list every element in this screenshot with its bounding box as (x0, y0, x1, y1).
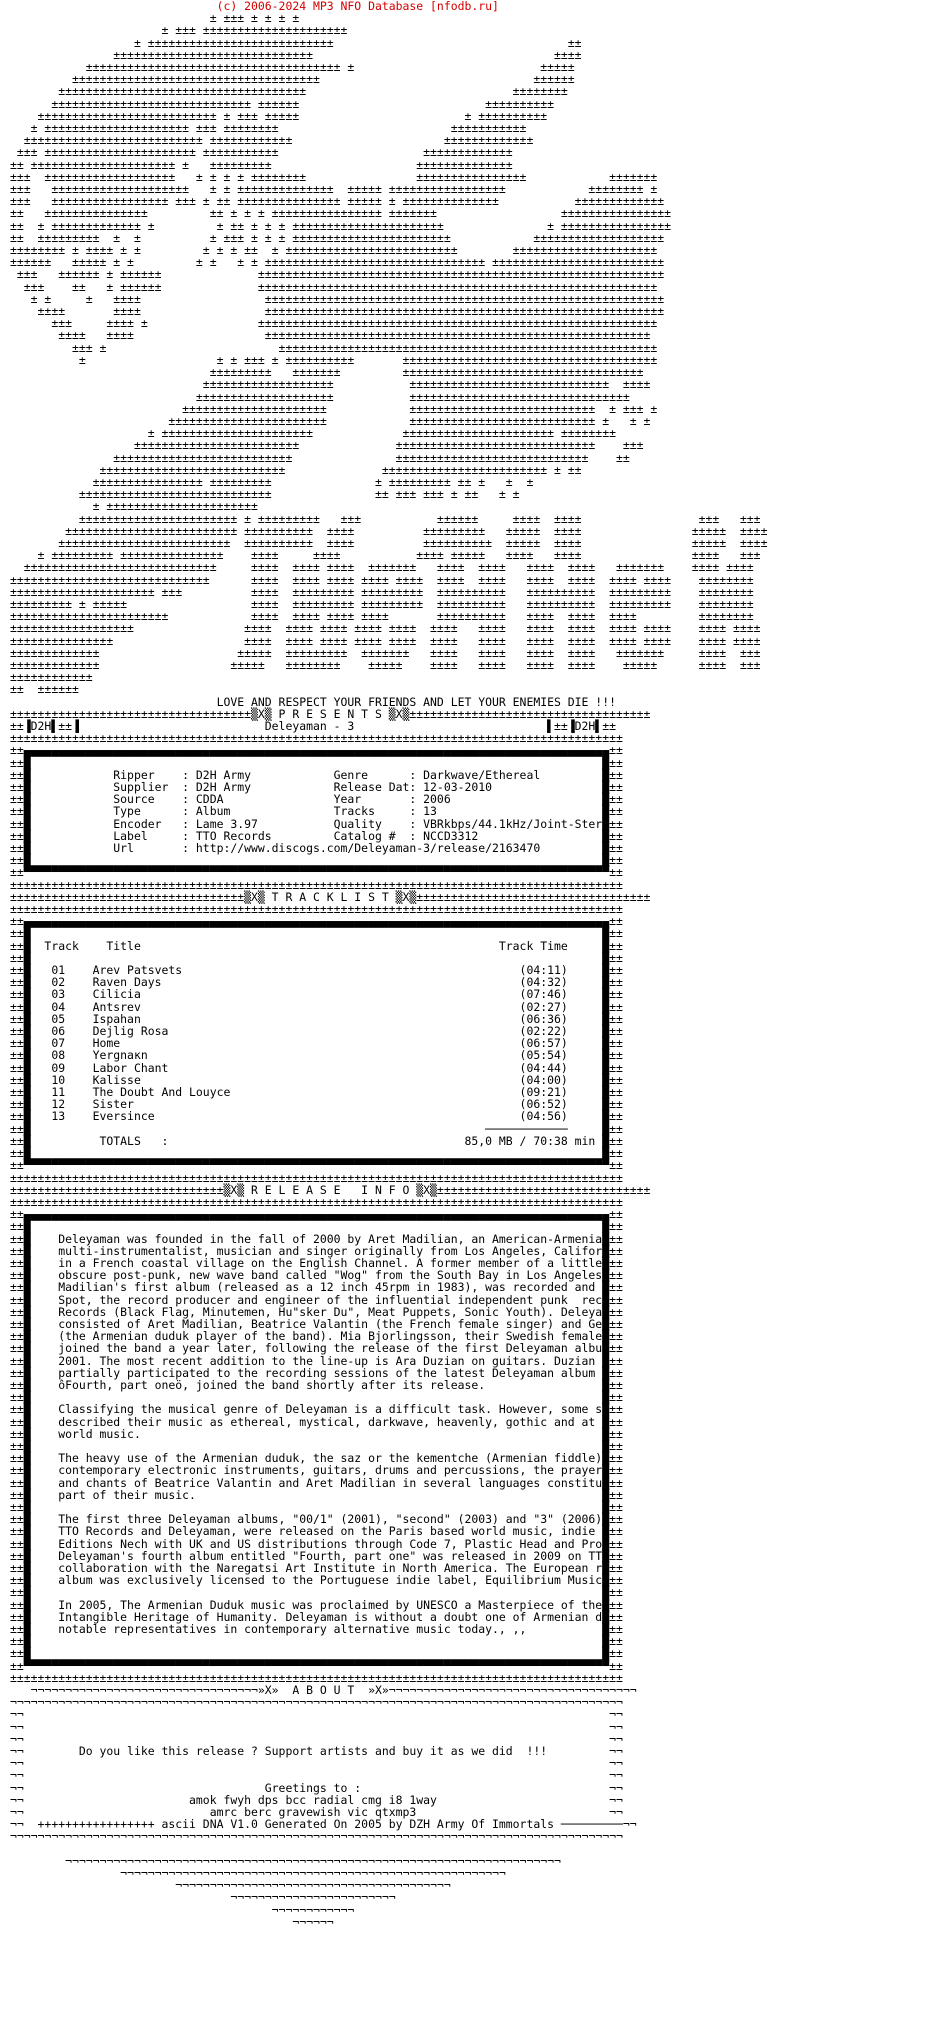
track-row: ±±█ 10 Kalisse (04:00) █±± (10, 1072, 623, 1087)
ascii-logo-line: ±±±±±±±±± ± ±±±±± ±±±± ±±±±±±±±± ±±±±±±±±± ±±±±±±±±±± ±±±±±±±±±± ±±±±±±±±± ±±±±±±±± (10, 596, 754, 611)
release-info-text: ±±█ partially participated to the recording sessions of the latest Deleyaman album █±± (10, 1365, 623, 1380)
release-title-line: ±±▐D2H▌±±▐ Deleyaman - 3 ▌±±▐D2H▌±± (10, 718, 616, 733)
about-divider: ¬¬¬¬¬¬¬¬¬¬¬¬¬¬¬¬¬¬¬¬¬¬¬¬¬¬¬¬¬¬¬¬¬¬¬¬¬¬¬¬¬¬¬¬¬¬¬¬¬¬¬¬¬¬¬¬¬¬¬¬¬¬¬¬¬¬¬¬¬¬¬¬¬¬¬¬¬¬¬¬¬¬¬¬¬¬¬¬¬ (10, 1695, 623, 1710)
greetings-line-1: ¬¬ amok fwyh dps bcc radial cmg i8 1way ¬¬ (10, 1792, 623, 1807)
release-info-text: ±±█ in a French coastal village on the English Channel. A former member of a little█±± (10, 1255, 623, 1270)
release-info-box-line: ±±█ █±± (10, 1634, 623, 1649)
footer-taper-5: ¬¬¬¬¬¬¬¬¬¬¬¬ (10, 1902, 623, 1917)
release-info-text: ±±█ described their music as ethereal, mystical, darkwave, heavenly, gothic and at █±± (10, 1414, 623, 1429)
release-info-text: ±±█ The heavy use of the Armenian duduk, the saz or the kementche (Armenian fiddle)█±± (10, 1451, 623, 1466)
ascii-logo-line: ±±±±±±±±±±±±± ±±±±± ±±±±±±±±± ±±±±±±± ±±±± ±±±± ±±±± ±±±± ±±±±±±± ±±±± ±±± (10, 645, 761, 660)
release-info-text: ±±█ █±± (10, 1585, 623, 1600)
release-info-box-bottom: ±±▀▀▀▀▀▀▀▀▀▀▀▀▀▀▀▀▀▀▀▀▀▀▀▀▀▀▀▀▀▀▀▀▀▀▀▀▀▀▀▀▀▀▀▀▀▀▀▀▀▀▀▀▀▀▀▀▀▀▀▀▀▀▀▀▀▀▀▀▀▀▀▀▀▀▀▀▀▀▀▀▀▀▀▀▀±± (10, 1658, 623, 1673)
info-source-year: ±±█ Source : CDDA Year : 2006 █±± (10, 792, 623, 807)
ascii-logo-line: ±±±±±±±±±±±±±±±±±±±±±±±±±±±± ±± ±±± ±±± ± ±± ± ± (10, 487, 520, 502)
release-info-text: ±±█ █±± (10, 1390, 623, 1405)
about-box-line: ¬¬ ¬¬ (10, 1768, 623, 1783)
track-row: ±±█ 03 Cilicia (07:46) █±± (10, 987, 623, 1002)
tracklist-header-row: ±±█ Track Title Track Time █±± (10, 938, 623, 953)
ascii-logo-line: ±±±±±±±±±±±±±±±±±±±±±±±± ±±±±±±±±±±±±±±±±±±±±±±±±±±±±± ±±± (10, 438, 644, 453)
release-info-text: ±±█ and chants of Beatrice Valantin and Aret Madilian in several languages constitu█±± (10, 1475, 623, 1490)
ascii-logo-line: ±±±±±±±±±±±±±±±±±±±±± ±±±±±±±±±±±±±±±±±±±±±±±±±±± ± ±±± ± (10, 401, 658, 416)
ascii-logo-line: ±± ±±±±±±±±± ± ± ± ±±± ± ± ± ±±±±±±±±±±±±±±±±±±±±±±± ±±±±±±±±±±±±±±±±±±± (10, 230, 665, 245)
footer-taper-3: ¬¬¬¬¬¬¬¬¬¬¬¬¬¬¬¬¬¬¬¬¬¬¬¬¬¬¬¬¬¬¬¬¬¬¬¬¬¬¬¬ (10, 1878, 623, 1893)
ascii-logo-line: ± ±±± ± ± ± ± (10, 11, 300, 26)
ascii-logo-line: ±±±±±±±±±±±±±±±±±±±±±±±±±±±±±±±±±±±±± ± ±±±±± (10, 60, 575, 75)
release-info-box-top: ±±▄▄▄▄▄▄▄▄▄▄▄▄▄▄▄▄▄▄▄▄▄▄▄▄▄▄▄▄▄▄▄▄▄▄▄▄▄▄▄▄▄▄▄▄▄▄▄▄▄▄▄▄▄▄▄▄▄▄▄▄▄▄▄▄▄▄▄▄▄▄▄▄▄▄▄▄▄▄▄▄▄▄▄▄▄±± (10, 1207, 623, 1222)
release-info-text: ±±█ Classifying the musical genre of Deleyaman is a difficult task. However, some s█±± (10, 1402, 623, 1417)
ascii-logo-line: ±±±±±±±±±±±±±±±±±±±±±±±±±±±±± ±±±± ±±±± ±±±± ±±±± ±±±± ±±±± ±±±± ±±±± ±±±± ±±±± ±±±± ±±±±±±±± (10, 572, 754, 587)
release-info-text: ±±█ █±± (10, 1438, 623, 1453)
ascii-logo-line: ±±±±±±±± ± ±±±± ± ± ± ± ± ±± ± ±±±±±±±±±±±±±±±±±±±±±±±±± ±±±±±±±±±±±±±±±±±±±±± (10, 243, 658, 258)
release-info-text: ±±█ Spot, the record producer and engineer of the influential independent punk rec█±± (10, 1292, 623, 1307)
ascii-logo-line: ±±±±±±±±±±±±±±±±±±±±±±±±±±± ±±±±±±±±±±±±±±±±±±±±±±±± ± ±± (10, 462, 582, 477)
ascii-logo-line: ±±± ±± ± ±±±±±± ±±±±±±±±±±±±±±±±±±±±±±±±±±±±±±±±±±±±±±±±±±±±±±±±±±±±±±±±±± (10, 279, 658, 294)
track-row: ±±█ 07 Home (06:57) █±± (10, 1036, 623, 1051)
divider: ±±±±±±±±±±±±±±±±±±±±±±±±±±±±±±±±±±±±±±±±±±±±±±±±±±±±±±±±±±±±±±±±±±±±±±±±±±±±±±±±±±±±±±±±± (10, 902, 623, 917)
presents-heading: ±±±±±±±±±±±±±±±±±±±±±±±±±±±±±±±±±±±▒X▒ P R E S E N T S ▒X▒±±±±±±±±±±±±±±±±±±±±±±±±±±±±±±±±±±± (10, 706, 651, 721)
release-info-text: ±±█ █±± (10, 1499, 623, 1514)
track-row: ±±█ 02 Raven Days (04:32) █±± (10, 975, 623, 990)
release-info-text: ±±█ Records (Black Flag, Minutemen, Hu"sker Du", Meat Puppets, Sonic Youth). Deleya█±± (10, 1304, 623, 1319)
footer-taper-1: ¬¬¬¬¬¬¬¬¬¬¬¬¬¬¬¬¬¬¬¬¬¬¬¬¬¬¬¬¬¬¬¬¬¬¬¬¬¬¬¬¬¬¬¬¬¬¬¬¬¬¬¬¬¬¬¬¬¬¬¬¬¬¬¬¬¬¬¬¬¬¬¬ (10, 1853, 623, 1868)
tracklist-box-line: ±±█ █±± (10, 1146, 623, 1161)
ascii-logo-line: ± ± ± ±±±± ±±±±±±±±±±±±±±±±±±±±±±±±±±±±±±±±±±±±±±±±±±±±±±±±±±±±±±±±±± (10, 291, 665, 306)
greetings-line-2: ¬¬ amrc berc gravewish vic qtxmp3 ¬¬ (10, 1805, 623, 1820)
ascii-logo-line: ±±± ±±±± ± ±±±±±±±±±±±±±±±±±±±±±±±±±±±±±±±±±±±±±±±±±±±±±±±±±±±±±±±±±± (10, 316, 658, 331)
info-label-catalog: ±±█ Label : TTO Records Catalog # : NCCD3312 █±± (10, 828, 623, 843)
ascii-logo-line: ±± ± ±±±±±±±±±±±±± ± ± ±± ± ± ± ±±±±±±±±±±±±±±±±±±±±±± ± ±±±±±±±±±±±±±±±± (10, 218, 672, 233)
info-url: ±±█ Url : http://www.discogs.com/Deleyaman-3/release/2163470 █±± (10, 841, 623, 856)
track-row: ±±█ 05 Ispahan (06:36) █±± (10, 1011, 623, 1026)
divider: ±±±±±±±±±±±±±±±±±±±±±±±±±±±±±±±±±±±±±±±±±±±±±±±±±±±±±±±±±±±±±±±±±±±±±±±±±±±±±±±±±±±±±±±±± (10, 731, 623, 746)
track-row: ±±█ 12 Sister (06:52) █±± (10, 1097, 623, 1112)
info-box-bottom: ±±▀▀▀▀▀▀▀▀▀▀▀▀▀▀▀▀▀▀▀▀▀▀▀▀▀▀▀▀▀▀▀▀▀▀▀▀▀▀▀▀▀▀▀▀▀▀▀▀▀▀▀▀▀▀▀▀▀▀▀▀▀▀▀▀▀▀▀▀▀▀▀▀▀▀▀▀▀▀▀▀▀▀▀▀▀±± (10, 865, 623, 880)
totals-row: ±±█ TOTALS : 85,0 MB / 70:38 min █±± (10, 1133, 623, 1148)
info-box-line: ±±█ █±± (10, 755, 623, 770)
track-row: ±±█ 13 Eversince (04:56) █±± (10, 1109, 623, 1124)
ascii-logo-line: ±±± ±±±±±±±±±±±±±±±±± ±±± ± ±± ±±±±±±±±±±±±±±± ±±±±± ± ±±±±±±±±±±±±±± ±±±±±±±±±±±±± (10, 194, 665, 209)
track-row: ±±█ 01 Arev Patsvets (04:11) █±± (10, 963, 623, 978)
ascii-logo-line: ±±±±±±±±±±±±±±±±±±±±±±±±±± ±±±±±±±±±±±±±±±±±±±±±±±±±±±± ±± (10, 450, 630, 465)
info-box-line: ±±█ █±± (10, 853, 623, 868)
ascii-logo-line: ±±±±±±±±±±±±±±±±±±±±±±±±± ±±±±±±±±±± ±±±± ±±±±±±±±± ±±±±± ±±±± ±±±±± ±±±± (10, 523, 768, 538)
ascii-logo-line: ±±±±±±±±±±±±±±±±±±±±±±± ± ±±±±±±±±± ±±± ±±±±±± ±±±± ±±±± ±±± ±±± (10, 511, 761, 526)
nfo-header: (c) 2006-2024 MP3 NFO Database [nfodb.ru] (10, 0, 499, 13)
info-box-top: ±±▄▄▄▄▄▄▄▄▄▄▄▄▄▄▄▄▄▄▄▄▄▄▄▄▄▄▄▄▄▄▄▄▄▄▄▄▄▄▄▄▄▄▄▄▄▄▄▄▄▄▄▄▄▄▄▄▄▄▄▄▄▄▄▄▄▄▄▄▄▄▄▄▄▄▄▄▄▄▄▄▄▄▄▄▄±± (10, 743, 623, 758)
ascii-logo-line: ±±±±±±±±±±±±±±±±±±±±±±±±±±±±±±±±±±±± ±±±±±± (10, 72, 575, 87)
about-box-line: ¬¬ ¬¬ (10, 1707, 623, 1722)
tracklist-box-line: ±±█ █±± (10, 950, 623, 965)
ascii-logo-line: ± ±±±±±±±±±±±±±±±±±±±±± ±±± ±±±±±±±± ±±±±±±±±±±± (10, 121, 527, 136)
ascii-logo-line: ± ±±±±±±±±±±±±±±±±±±±±±± (10, 499, 258, 514)
release-info-text: ±±█ obscure post-punk, new wave band called "Wog" from the South Bay in Los Angeles█±± (10, 1268, 623, 1283)
ascii-logo-line: ±±±±±±±±±±±±±±± ±±±± ±±±± ±±±± ±±±± ±±±± ±±±± ±±±± ±±±± ±±±± ±±±± ±±±± ±±±± ±±±± (10, 633, 761, 648)
tracklist-box-top: ±±▄▄▄▄▄▄▄▄▄▄▄▄▄▄▄▄▄▄▄▄▄▄▄▄▄▄▄▄▄▄▄▄▄▄▄▄▄▄▄▄▄▄▄▄▄▄▄▄▄▄▄▄▄▄▄▄▄▄▄▄▄▄▄▄▄▄▄▄▄▄▄▄▄▄▄▄▄▄▄▄▄▄▄▄▄±± (10, 914, 623, 929)
release-info-text: ±±█ ôFourth, part oneö, joined the band shortly after its release. █±± (10, 1377, 623, 1392)
ascii-logo-line: ±±±±±±±±±±±± (10, 670, 93, 685)
release-info-text: ±±█ world music. █±± (10, 1426, 623, 1441)
track-row: ±±█ 06 Dejlig Rosa (02:22) █±± (10, 1024, 623, 1039)
release-info-text: ±±█ Deleyaman's fourth album entitled "Fourth, part one" was released in 2009 on TT█±± (10, 1548, 623, 1563)
ascii-logo-line: ±±±±±±±±± ±±±±±±± ±±±±±±±±±±±±±±±±±±±±±±±±±±±±±±±±±±± (10, 365, 644, 380)
footer-credit: ¬¬ +++++++++++++++++ ascii DNA V1.0 Generated On 2005 by DZH Army Of Immortals ─────────¬¬ (10, 1817, 637, 1832)
ascii-logo-line: ±±±±±±±±±±±±±±±±±±±±±±±±±± ± ±±± ±±±±± ± ±±±±±±±±±± (10, 108, 548, 123)
release-info-text: ±±█ TTO Records and Deleyaman, were released on the Paris based world music, indie █±± (10, 1524, 623, 1539)
ascii-logo-line: ±± ±±±±±±±±±±±±±±± ±± ± ± ± ±±±±±±±±±±±±±±±± ±±±±±±± ±±±±±±±±±±±±±±±± (10, 206, 672, 221)
release-info-box-line: ±±█ █±± (10, 1219, 623, 1234)
about-box-line: ¬¬ ¬¬ (10, 1756, 623, 1771)
divider: ±±±±±±±±±±±±±±±±±±±±±±±±±±±±±±±±±±±±±±±±±±±±±±±±±±±±±±±±±±±±±±±±±±±±±±±±±±±±±±±±±±±±±±±±± (10, 1670, 623, 1685)
release-info-text: ±±█ (the Armenian duduk player of the band). Mia Bjorlingsson, their Swedish female█±± (10, 1329, 623, 1344)
ascii-logo-line: ±±±±±±±±±±±±±±±±±±±±±±±±±±±±± ±±±± (10, 47, 582, 62)
release-info-text: ±±█ part of their music. █±± (10, 1487, 623, 1502)
ascii-logo-line: ±±± ± ±±±±±±±±±±±±±±±±±±±±±±±±±±±±±±±±±±±±±±±±±±±±±±±±±±±±±±± (10, 340, 658, 355)
release-info-text: ±±█ In 2005, The Armenian Duduk music was proclaimed by UNESCO a Masterpiece of the█±± (10, 1597, 623, 1612)
track-row: ±±█ 09 Labor Chant (04:44) █±± (10, 1060, 623, 1075)
ascii-logo-line: ±±±±±±±±±±±±±±±±±± ±±±± ±±±± ±±±± ±±±± ±±±± ±±±± ±±±± ±±±± ±±±± ±±±± ±±±± ±±±± ±±±± (10, 621, 761, 636)
about-box-line: ¬¬ ¬¬ (10, 1731, 623, 1746)
ascii-logo-line: ±±±±±±±±±±±±±±±±±±±±± ±±± ±±±± ±±±±±±±±± ±±±±±±±±± ±±±±±±±±±± ±±±±±±±±±± ±±±±±±±±± ±±±±±±±± (10, 584, 754, 599)
ascii-logo-line: ±±±±±±±±±±±±±±±±±±±±±±±±±±±±± ±±±±±± ±±±±±±±±±± (10, 96, 554, 111)
support-text: ¬¬ Do you like this release ? Support artists and buy it as we did !!! ¬¬ (10, 1744, 623, 1759)
divider: ±±±±±±±±±±±±±±±±±±±±±±±±±±±±±±±±±±±±±±±±±±±±±±±±±±±±±±±±±±±±±±±±±±±±±±±±±±±±±±±±±±±±±±±±± (10, 1194, 623, 1209)
ascii-logo-line: ±±±± ±±±± ±±±±±±±±±±±±±±±±±±±±±±±±±±±±±±±±±±±±±±±±±±±±±±±±±±±±±±±±±± (10, 304, 665, 319)
ascii-logo-line: ±±±±±±±±±±±±±±±±±±±±±±±±±±±±±±±±±±±± ±±±±±±±± (10, 84, 568, 99)
ascii-logo-line: ± ±±±±±±±±±±±±±±±±±±±±±±±±±±± ±± (10, 35, 582, 50)
release-info-text: ±±█ Intangible Heritage of Humanity. Deleyaman is without a doubt one of Armenian d█±± (10, 1609, 623, 1624)
release-info-text: ±±█ collaboration with the Naregatsi Art Institute in North America. The European r█±± (10, 1561, 623, 1575)
track-row: ±±█ 11 The Doubt And Louyce (09:21) █±± (10, 1085, 623, 1100)
info-supplier-date: ±±█ Supplier : D2H Army Release Dat: 12-03-2010 █±± (10, 780, 623, 794)
release-info-text: ±±█ album was exclusively licensed to the Portuguese indie label, Equilibrium Music█±± (10, 1573, 623, 1588)
info-encoder-quality: ±±█ Encoder : Lame 3.97 Quality : VBRkbps/44.1kHz/Joint-Ster█±± (10, 816, 623, 831)
ascii-logo-line: ±±±±±± ±±±±± ± ± ± ± ± ± ±±±±±±±±±±±±±±±±±±±±±±±±±±±±±±±± ±±±±±±±±±±±±±±±±±±±±±±±±± (10, 255, 665, 270)
about-divider: ¬¬¬¬¬¬¬¬¬¬¬¬¬¬¬¬¬¬¬¬¬¬¬¬¬¬¬¬¬¬¬¬¬¬¬¬¬¬¬¬¬¬¬¬¬¬¬¬¬¬¬¬¬¬¬¬¬¬¬¬¬¬¬¬¬¬¬¬¬¬¬¬¬¬¬¬¬¬¬¬¬¬¬¬¬¬¬¬¬ (10, 1829, 623, 1844)
ascii-logo-line: ±±± ±±±±±±±±±±±±±±±±±±±± ± ± ±±±±±±±±±±±±±± ±±±±± ±±±±±±±±±±±±±±±±± ±±±±±±±± ± (10, 182, 658, 197)
track-row: ±±█ 04 Antsrev (02:27) █±± (10, 999, 623, 1014)
release-info-box-line: ±±█ █±± (10, 1646, 623, 1661)
release-info-text: ±±█ contemporary electronic instruments, guitars, drums and percussions, the prayer█±± (10, 1463, 623, 1478)
ascii-logo-line: ±±±±±±±±±±±±±±±± ±±±±±±±±± ± ±±±±±±±±± ±± ± ± ± (10, 474, 534, 489)
ascii-logo-line: ±±± ±±±±±±±±±±±±±±±±±±±±±± ±±±±±±±±±±± ±±±±±±±±±±±±± (10, 145, 513, 160)
tracklist-box-line: ±±█ █±± (10, 926, 623, 941)
ascii-logo-line: ±±± ±±±±±± ± ±±±±±± ±±±±±±±±±±±±±±±±±±±±±±±±±±±±±±±±±±±±±±±±±±±±±±±±±±±±±±±±±±± (10, 267, 665, 282)
ascii-logo-line: ±±±±±±±±±±±±±±±±±±±±±±± ±±±±±±±±±±±±±±±±±±±±±±±±±±± ± ± ± (10, 413, 651, 428)
release-info-heading: ±±±±±±±±±±±±±±±±±±±±±±±±±±±±±±±▒X▒ R E L E A S E I N F O ▒X▒±±±±±±±±±±±±±±±±±±±±±±±±±±±±±±± (10, 1182, 651, 1197)
motto-line: LOVE AND RESPECT YOUR FRIENDS AND LET YOUR ENEMIES DIE !!! (10, 694, 623, 709)
about-box-line: ¬¬ ¬¬ (10, 1719, 623, 1734)
ascii-logo-line: ±± ±±±±±±±±±±±±±±±±±±±±± ± ±±±±±±±±± ±±±±±±±±±±±±±± (10, 157, 513, 172)
divider: ±±±±±±±±±±±±±±±±±±±±±±±±±±±±±±±±±±±±±±±±±±±±±±±±±±±±±±±±±±±±±±±±±±±±±±±±±±±±±±±±±±±±±±±±± (10, 877, 623, 892)
ascii-logo-line: ± ±±±±±±±±±±±±±±±±±±±±±± ±±±±±±±±±±±±±±±±±±±±±± ±±±±±±±± (10, 426, 616, 441)
release-info-text: ±±█ Deleyaman was founded in the fall of 2000 by Aret Madilian, an American-Armenia█±± (10, 1231, 623, 1246)
ascii-logo-line: ±±±±±±±±±±±±±±±±±±± ±±±±±±±±±±±±±±±±±±±±±±±±±±±±± ±±±± (10, 377, 651, 392)
ascii-logo-line: ±±±±±±±±±±±±±±±±±±±± ±±±±±±±±±±±±±±±±±±±±±±±±±±±±±±±± (10, 389, 630, 404)
footer-taper-4: ¬¬¬¬¬¬¬¬¬¬¬¬¬¬¬¬¬¬¬¬¬¬¬¬ (10, 1890, 623, 1905)
divider: ±±±±±±±±±±±±±±±±±±±±±±±±±±±±±±±±±±±±±±±±±±±±±±±±±±±±±±±±±±±±±±±±±±±±±±±±±±±±±±±±±±±±±±±±± (10, 1170, 623, 1185)
track-row: ±±█ 08 Yergnaкn (05:54) █±± (10, 1048, 623, 1063)
footer-taper-2: ¬¬¬¬¬¬¬¬¬¬¬¬¬¬¬¬¬¬¬¬¬¬¬¬¬¬¬¬¬¬¬¬¬¬¬¬¬¬¬¬¬¬¬¬¬¬¬¬¬¬¬¬¬¬¬¬ (10, 1866, 623, 1881)
ascii-logo-line: ±±±±±±±±±±±±± ±±±±± ±±±±±±±± ±±±±± ±±±± ±±±± ±±±± ±±±± ±±±±± ±±±± ±±± (10, 657, 761, 672)
about-heading: ¬¬¬¬¬¬¬¬¬¬¬¬¬¬¬¬¬¬¬¬¬¬¬¬¬¬¬¬¬¬¬¬¬»X» A B O U T »X»¬¬¬¬¬¬¬¬¬¬¬¬¬¬¬¬¬¬¬¬¬¬¬¬¬¬¬¬¬¬¬¬¬¬¬¬ (10, 1683, 637, 1698)
ascii-logo-line: ± ± ± ±±± ± ±±±±±±±±±± ±±±±±±±±±±±±±±±±±±±±±±±±±±±±±±±±±±±±± (10, 352, 658, 367)
greetings-label: ¬¬ Greetings to : ¬¬ (10, 1780, 623, 1795)
ascii-logo-line: ± ±±± ±±±±±±±±±±±±±±±±±±±±± (10, 23, 348, 38)
ascii-logo-line: ±±±±±±±±±±±±±±±±±±±±±±±±±±±± ±±±± ±±±± ±±±± ±±±±±±± ±±±± ±±±± ±±±± ±±±± ±±±±±±± ±±±± ±±±± (10, 560, 754, 575)
ascii-logo-line: ±±±±±±±±±±±±±±±±±±±±±±± ±±±± ±±±± ±±±± ±±±± ±±±±±±±±±± ±±±± ±±±± ±±±± ±±±±±±±± (10, 609, 754, 624)
release-info-text: ±±█ joined the band a year later, following the release of the first Deleyaman albu█±± (10, 1341, 623, 1356)
tracklist-heading: ±±±±±±±±±±±±±±±±±±±±±±±±±±±±±±±±±±▒X▒ T R A C K L I S T ▒X▒±±±±±±±±±±±±±±±±±±±±±±±±±±±±±±±±±± (10, 889, 651, 904)
release-info-text: ±±█ Madilian's first album (released as a 12 inch 45rpm in 1983), was recorded and █±± (10, 1280, 623, 1295)
info-ripper-genre: ±±█ Ripper : D2H Army Genre : Darkwave/Ethereal █±± (10, 767, 623, 782)
release-info-text: ±±█ 2001. The most recent addition to the line-up is Ara Duzian on guitars. Duzian █±± (10, 1353, 623, 1368)
nfo-text (10, 0, 920, 1928)
ascii-logo-line: ±±±± ±±±± ±±±±±±±±±±±±±±±±±±±±±±±±±±±±±±±±±±±±±±±±±±±±±±±±±±±±±±±± (10, 328, 651, 343)
release-info-text: ±±█ notable representatives in contemporary alternative music today., ,, █±± (10, 1622, 623, 1637)
release-info-text: ±±█ consisted of Aret Madilian, Beatrice Valantin (the French female singer) and Ge█±± (10, 1316, 623, 1331)
ascii-logo-line: ±±±±±±±±±±±±±±±±±±±±±±±±±± ±±±±±±±±±±±± ±±±±±±±±±±±±± (10, 133, 534, 148)
tracklist-box-bottom: ±±▀▀▀▀▀▀▀▀▀▀▀▀▀▀▀▀▀▀▀▀▀▀▀▀▀▀▀▀▀▀▀▀▀▀▀▀▀▀▀▀▀▀▀▀▀▀▀▀▀▀▀▀▀▀▀▀▀▀▀▀▀▀▀▀▀▀▀▀▀▀▀▀▀▀▀▀▀▀▀▀▀▀▀▀▀±± (10, 1158, 623, 1173)
info-type-tracks: ±±█ Type : Album Tracks : 13 █±± (10, 804, 623, 819)
ascii-logo-line: ± ±±±±±±±±± ±±±±±±±±±±±±±±± ±±±± ±±±± ±±±± ±±±±± ±±±± ±±±± ±±±± ±±± (10, 548, 761, 563)
footer-taper-6: ¬¬¬¬¬¬ (10, 1914, 623, 1929)
release-info-text: ±±█ The first three Deleyaman albums, "00/1" (2001), "second" (2003) and "3" (2006)█±± (10, 1512, 623, 1527)
ascii-logo-line: ±± ±±±±±± (10, 682, 79, 697)
release-info-text: ±±█ multi-instrumentalist, musician and singer originally from Los Angeles, Califor█±± (10, 1243, 623, 1258)
ascii-logo-line: ±±±±±±±±±±±±±±±±±±±±±±±±± ±±±±±±±±±± ±±±± ±±±±±±±±±± ±±±±± ±±±± ±±±±± ±±±± (10, 535, 768, 550)
release-info-text: ±±█ Editions Nech with UK and US distributions through Code 7, Plastic Head and Pro█±± (10, 1536, 623, 1551)
totals-rule: ±±█ ──────────── █±± (10, 1121, 623, 1136)
ascii-logo-line: ±±± ±±±±±±±±±±±±±±±±±±± ± ± ± ± ±±±±±±±± ±±±±±±±±±±±±±±±± ±±±±±±± (10, 169, 658, 184)
